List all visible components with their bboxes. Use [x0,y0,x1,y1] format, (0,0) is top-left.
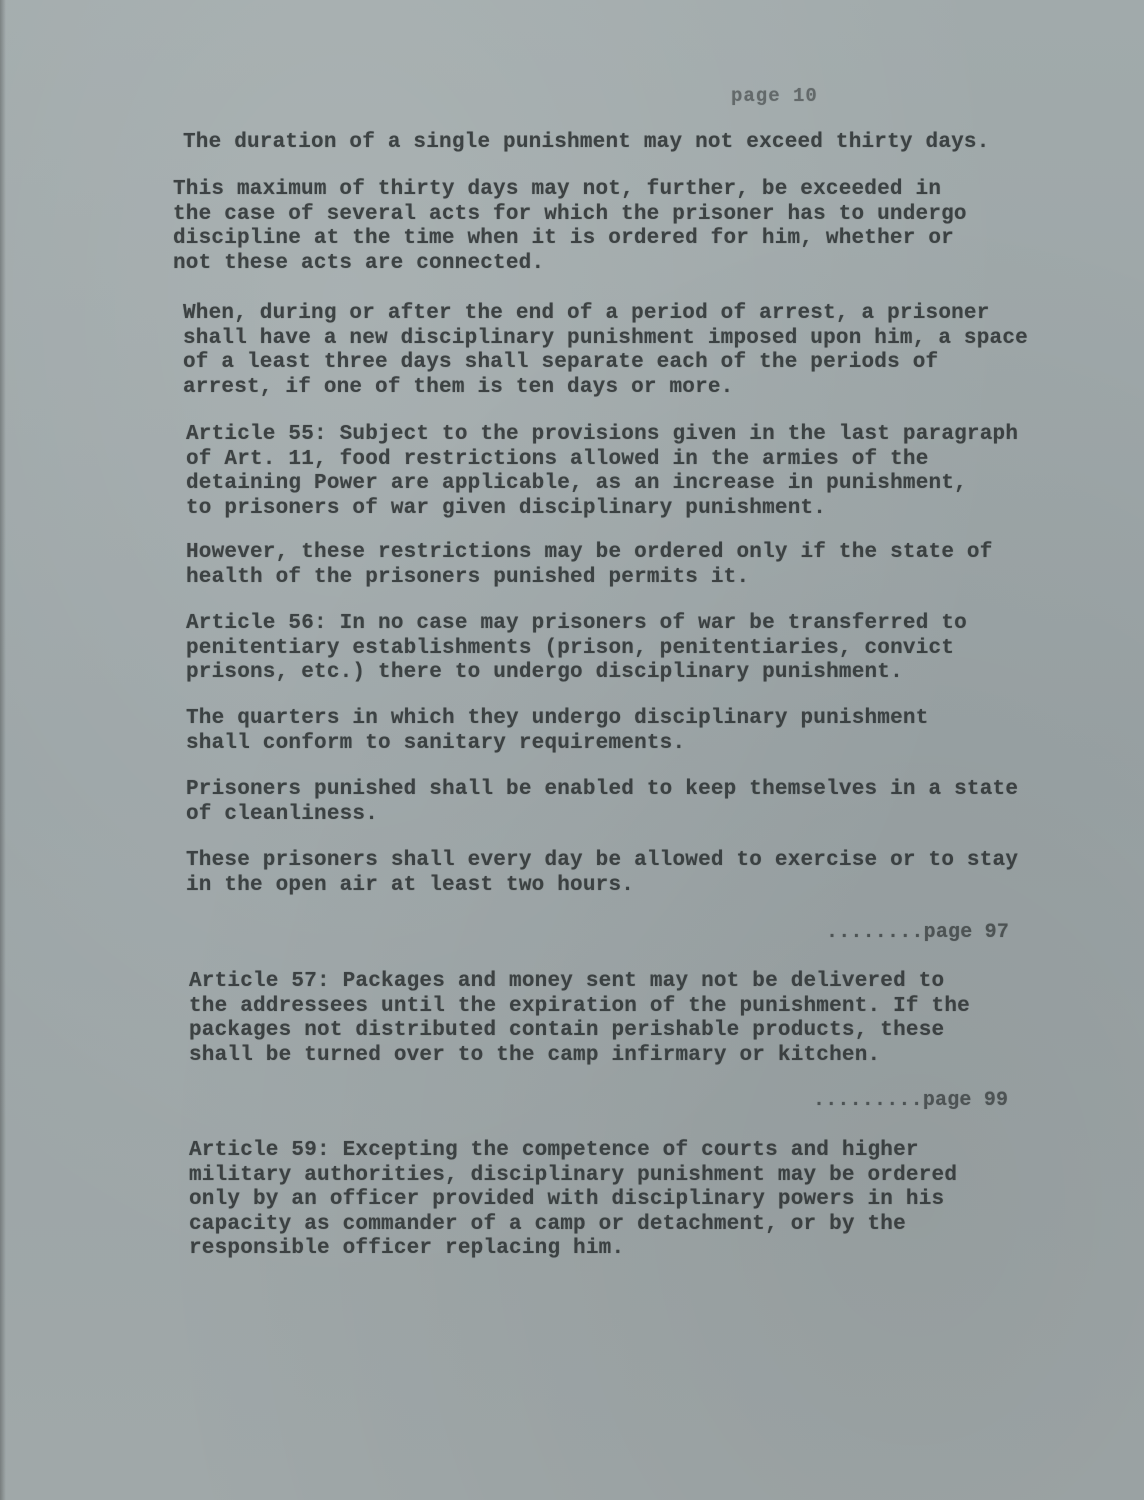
page-marker-99: .........page 99 [813,1089,1009,1112]
paragraph-article-56: Article 56: In no case may prisoners of war be transferred to penitentiary establishments (prison, penitentiaries, convict prisons, etc.) there to undergo disciplinary punishment. [186,612,967,684]
paragraph-duration: The duration of a single punishment may not exceed thirty days. [183,131,990,154]
page-marker-97: ........page 97 [826,921,1010,944]
paragraph-article-57: Article 57: Packages and money sent may not be delivered to the addressees until the expiration of the punishment. If the packages not distributed contain perishable products, these shall be turned over to the camp infirmary or kitchen. [189,970,970,1067]
paragraph-cleanliness: Prisoners punished shall be enabled to keep themselves in a state of cleanliness. [186,778,1019,826]
paragraph-article-55: Article 55: Subject to the provisions given in the last paragraph of Art. 11, food restrictions allowed in the armies of the detaining Power are applicable, as an increase in punishment, to prisoners of war given disciplinary punishment. [186,423,1019,520]
paragraph-article-59: Article 59: Excepting the competence of courts and higher military authorities, disciplinary punishment may be ordered only by an officer provided with disciplinary powers in his capacity as commander of a camp or detachment, or by the responsible officer replacing him. [189,1139,958,1260]
paragraph-arrest-periods: When, during or after the end of a period of arrest, a prisoner shall have a new disciplinary punishment imposed upon him, a space of a least three days shall separate each of the periods of arrest, if one of them is ten days or more. [183,302,1028,399]
page-edge-shadow [0,0,6,1500]
paragraph-maximum: This maximum of thirty days may not, further, be exceeded in the case of several acts for which the prisoner has to undergo discipline at the time when it is ordered for him, whether or not these acts are connected. [173,178,967,275]
paragraph-quarters: The quarters in which they undergo disciplinary punishment shall conform to sanitary requirements. [186,707,929,755]
paragraph-exercise: These prisoners shall every day be allowed to exercise or to stay in the open air at least two hours. [186,849,1019,897]
paragraph-restrictions: However, these restrictions may be ordered only if the state of health of the prisoners punished permits it. [186,541,993,589]
page-number-header: page 10 [731,85,818,107]
